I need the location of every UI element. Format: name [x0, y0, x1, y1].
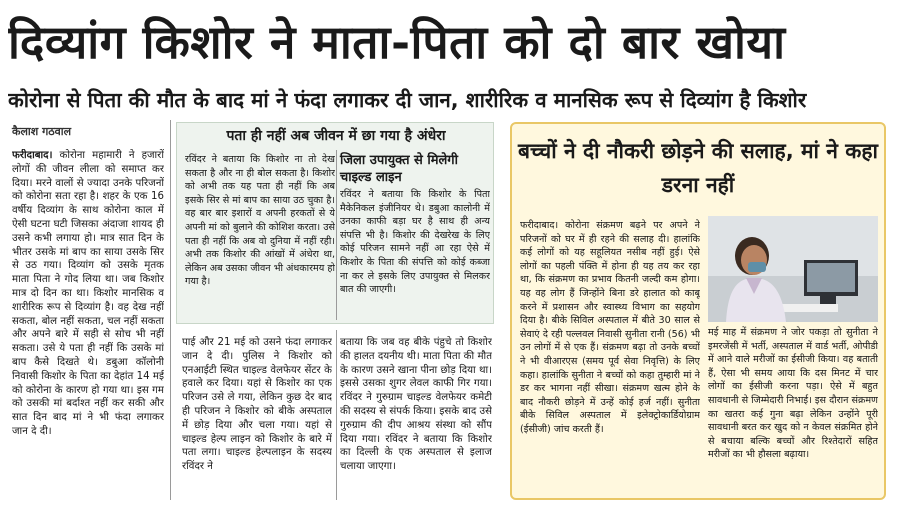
job-box-title: बच्चों ने दी नौकरी छोड़ने की सलाह, मां ने कहा डरना नहीं: [518, 139, 878, 197]
nurse-photo: [708, 216, 878, 322]
column-3: बताया कि जब वह बीके पंहुचे तो किशोर की हालत दयनीय थी। माता पिता की मौत के कारण उसने खाना पीना छोड़ दिया था। इससे उसका शुगर लेवल काफी गिर गया। रविंदर ने गुरुग्राम चाइल्ड वेलफेयर कमेटी की सदस्य से संपर्क किया। इसके बाद उसे गुरुग्राम की दीप आश्रय संस्था को सौंप दिया गया। रविंदर ने बताया कि किशोर का दिल्ली के एक अस्पताल से इलाज चलाया जाएगा।: [340, 337, 492, 473]
helpline-title: जिला उपायुक्त से मिलेगी चाइल्ड लाइन: [340, 153, 458, 185]
grief-box-title: पता ही नहीं अब जीवन में छा गया है अंधेरा: [226, 128, 446, 144]
subheadline: कोरोना से पिता की मौत के बाद मां ने फंदा लगाकर दी जान, शारीरिक व मानसिक रूप से दिव्यांग है किशोर: [8, 88, 807, 112]
nurse-photo-illustration: [708, 216, 878, 322]
job-box: [510, 122, 886, 500]
column-1-text: कोरोना महामारी ने हजारों लोगों की जीवन लीला को समाप्त कर दिया। मरने वालों से ज्यादा उनके परिजनों को कोरोना सता रहा है। शहर के एक 16 वर्षीय दिव्यांग के साथ कोरोना काल में ऐसी घटना घटी जिसका अंदाजा शायद ही उसने कभी लगाया हो। मात्र सात दिन के भीतर उसके मां बाप का साया उसके सिर से उठ गया। दिव्यांग को उसके मृतक माता पिता ने गोद लिया था। जब किशोर मात्र दो दिन का था। किशोर मानसिक व शारीरिक रूप से दिव्यांग है। वह देख नहीं सकता, बोल नहीं सकता, चल नहीं सकता और अपने बारे में सही से सोच भी नहीं सकता। उसे ये पता ही नहीं कि उसके मां बाप कैसे दिखते थे। डबुआ कॉलोनी निवासी किशोर के पिता का देहांत 14 मई को कोरोना के कारण हो गया था। इस गम को उसकी मां बर्दाश्त नहीं कर सकी और सात दिन बाद मां ने भी फंदा लगाकर जान दे दी।: [12, 150, 164, 437]
job-box-text-left: फरीदाबाद। कोरोना संक्रमण बढ़ने पर अपने ने परिजनों को घर में ही रहने की सलाह दी। हालांकि कई लोगों को यह सहूलियत नसीब नहीं हुई। ऐसे लोगों का पहली पंक्ति में होना ही यह तय कर रहा था, कि संक्रमण का प्रभाव कितनी जल्दी कम होगा। यह वह लोग हैं जिन्होंने बिना डरे हालात को काबू करने में प्रशासन और स्वास्थ्य विभाग का सहयोग दिया है। बीके सिविल अस्पताल में बीते 30 साल से सेवाएं दे रही पल्लवल निवासी सुनीता रानी (56) भी उन लोगों में से एक हैं। संक्रमण बढ़ा तो उनके बच्चों ने भी वीआरएस (समय पूर्व सेवा निवृत्ति) के लिए कहा। हालांकि सुनीता ने बच्चों को कहा तुम्हारी मां ने डर कर भागना नहीं सीखा। संक्रमण खत्म होने के बाद नौकरी छोड़ने में उन्हें कोई हर्ज नहीं। सुनीता बीके सिविल अस्पताल में इलेक्ट्रोकार्डियोग्राम (ईसीजी) जांच करती हैं।: [520, 220, 700, 435]
column-divider: [336, 330, 337, 500]
helpline-text: रविंदर ने बताया कि किशोर के पिता मैकेनिकल इंजीनियर थे। डबुआ कालोनी में उनका काफी बड़ा घर है साथ ही अन्य संपत्ति भी है। किशोर की देखरेख के लिए कोई परिजन सामने नहीं आ रहा ऐसे में किशोर के पिता की संपत्ति को कोई कब्जा ना कर ले इसके लिए उपायुक्त से मिलकर बात की जाएगी।: [340, 189, 490, 296]
column-2: पाई और 21 मई को उसने फंदा लगाकर जान दे दी। पुलिस ने किशोर को एनआईटी स्थित चाइल्ड वेलफेयर सेंटर के हवाले कर दिया। यहां से किशोर का एक परिजन उसे ले गया, लेकिन कुछ देर बाद ही परिजन ने किशोर को बीके अस्पताल में छोड़ दिया और चला गया। यहां से चाइल्ड हेल्प लाइन को किशोर के बारे में पता लगा। चाइल्ड हेल्पलाइन के सदस्य रविंदर ने: [182, 337, 332, 473]
box-divider: [336, 150, 337, 320]
grief-box-text: रविंदर ने बताया कि किशोर ना तो देख सकता है और ना ही बोल सकता है। किशोर को अभी तक यह पता ही नहीं कि अब इसके सिर से मां बाप का साया उठ चुका है। वह बार बार इशारों व अपनी हरकतों से ये अपनी मां को बुलाने की कोशिश करता। उसे पता ही नहीं कि अब वो दुनिया में नहीं रही। अभी तक किशोर की आंखों में अंधेरा था, लेकिन अब उसका जीवन भी अंधकारमय हो गया है।: [185, 154, 335, 288]
job-box-text-right: मई माह में संक्रमण ने जोर पकड़ा तो सुनीता ने इमरजेंसी में भर्ती, अस्पताल में वार्ड भर्ती, ओपीडी में आने वाले मरीजों का ईसीजी किया। वह बताती हैं, ऐसा भी समय आया कि दस मिनट में चार लोगों का ईसीजी करना पड़ा। ऐसे में बहुत सावधानी से जिम्मेदारी निभाई। इस दौरान संक्रमण का खतरा कई गुना बढ़ा लेकिन उन्होंने पूरी सावधानी बरत कर खुद को न केवल संक्रमित होने से बचाया बल्कि बच्चों और रिश्तेदारों सहित मरीजों का भी हौसला बढ़ाया।: [708, 327, 878, 461]
byline: कैलाश गठवाल: [12, 125, 72, 138]
headline: दिव्यांग किशोर ने माता-पिता को दो बार खोया: [8, 15, 786, 69]
dateline: फरीदाबाद।: [12, 150, 53, 161]
column-1: [12, 149, 164, 499]
column-divider: [170, 120, 171, 500]
